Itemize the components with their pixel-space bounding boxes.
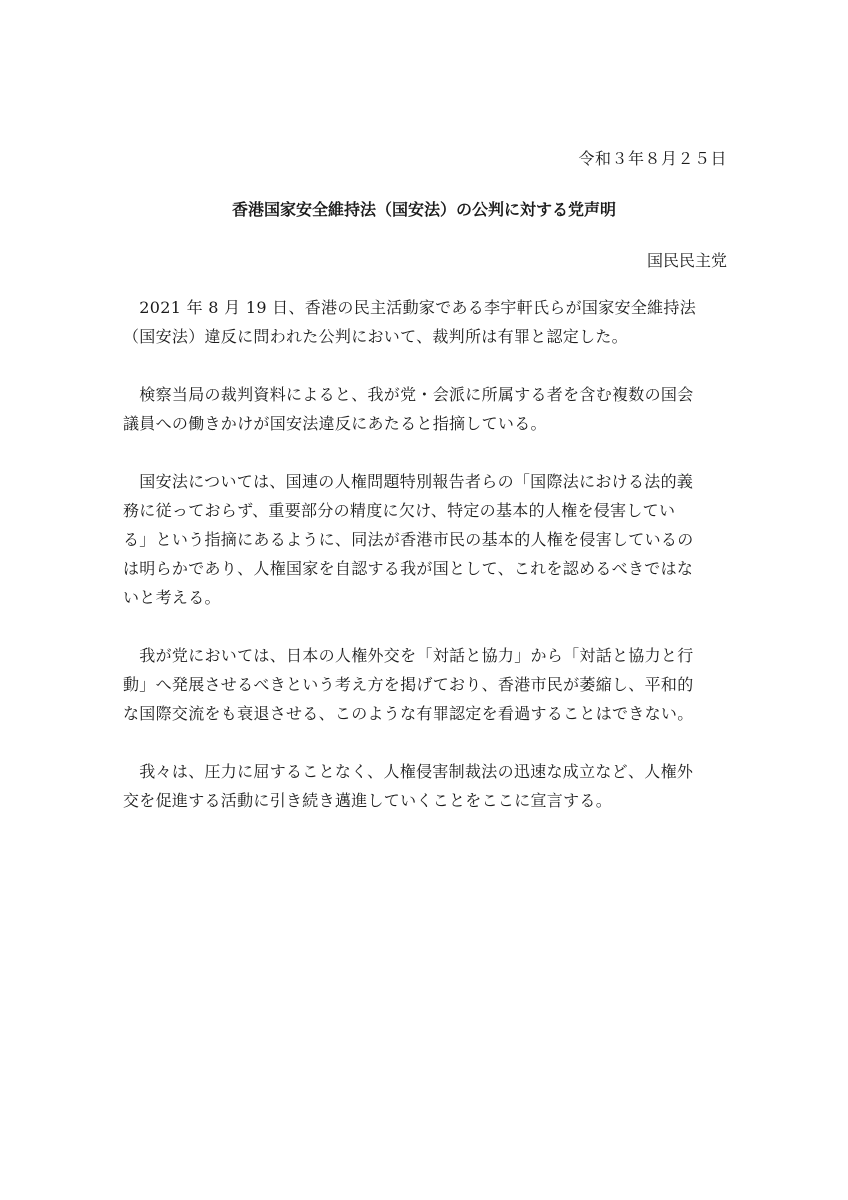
paragraph-line: る」という指摘にあるように、同法が香港市民の基本的人権を侵害しているの [123, 530, 694, 549]
document-date: 令和３年８月２５日 [578, 149, 727, 168]
paragraph-declaration [123, 757, 728, 815]
paragraph-line: 我が党においては、日本の人権外交を「対話と協力」から「対話と協力と行 [123, 646, 694, 665]
paragraph-line: （国安法）違反に問われた公判において、裁判所は有罪と認定した。 [123, 327, 628, 346]
paragraph-prosecution [123, 380, 728, 438]
paragraph-line: は明らかであり、人権国家を自認する我が国として、これを認めるべきではな [123, 559, 694, 578]
paragraph-line: 2021 年 8 月 19 日、香港の民主活動家である李宇軒氏らが国家安全維持法 [123, 298, 696, 317]
paragraph-human-rights [123, 467, 728, 612]
paragraph-line: 動」へ発展させるべきという考え方を掲げており、香港市民が萎縮し、平和的 [123, 675, 694, 694]
paragraph-line: 議員への働きかけが国安法違反にあたると指摘している。 [123, 414, 547, 433]
party-name: 国民民主党 [646, 251, 727, 270]
paragraph-line: 検察当局の裁判資料によると、我が党・会派に所属する者を含む複数の国会 [123, 385, 694, 404]
paragraph-line: 我々は、圧力に屈することなく、人権侵害制裁法の迅速な成立など、人権外 [123, 762, 694, 781]
paragraph-line: 国安法については、国連の人権問題特別報告者らの「国際法における法的義 [123, 472, 694, 491]
document-title: 香港国家安全維持法（国安法）の公判に対する党声明 [231, 200, 616, 219]
statement-body [123, 293, 728, 844]
paragraph-line: 交を促進する活動に引き続き邁進していくことをここに宣言する。 [123, 791, 613, 810]
paragraph-line: いと考える。 [123, 588, 221, 607]
paragraph-diplomacy [123, 641, 728, 728]
paragraph-line: 務に従っておらず、重要部分の精度に欠け、特定の基本的人権を侵害してい [123, 501, 676, 520]
paragraph-verdict [123, 293, 728, 351]
paragraph-line: な国際交流をも衰退させる、このような有罪認定を看過することはできない。 [123, 704, 694, 723]
